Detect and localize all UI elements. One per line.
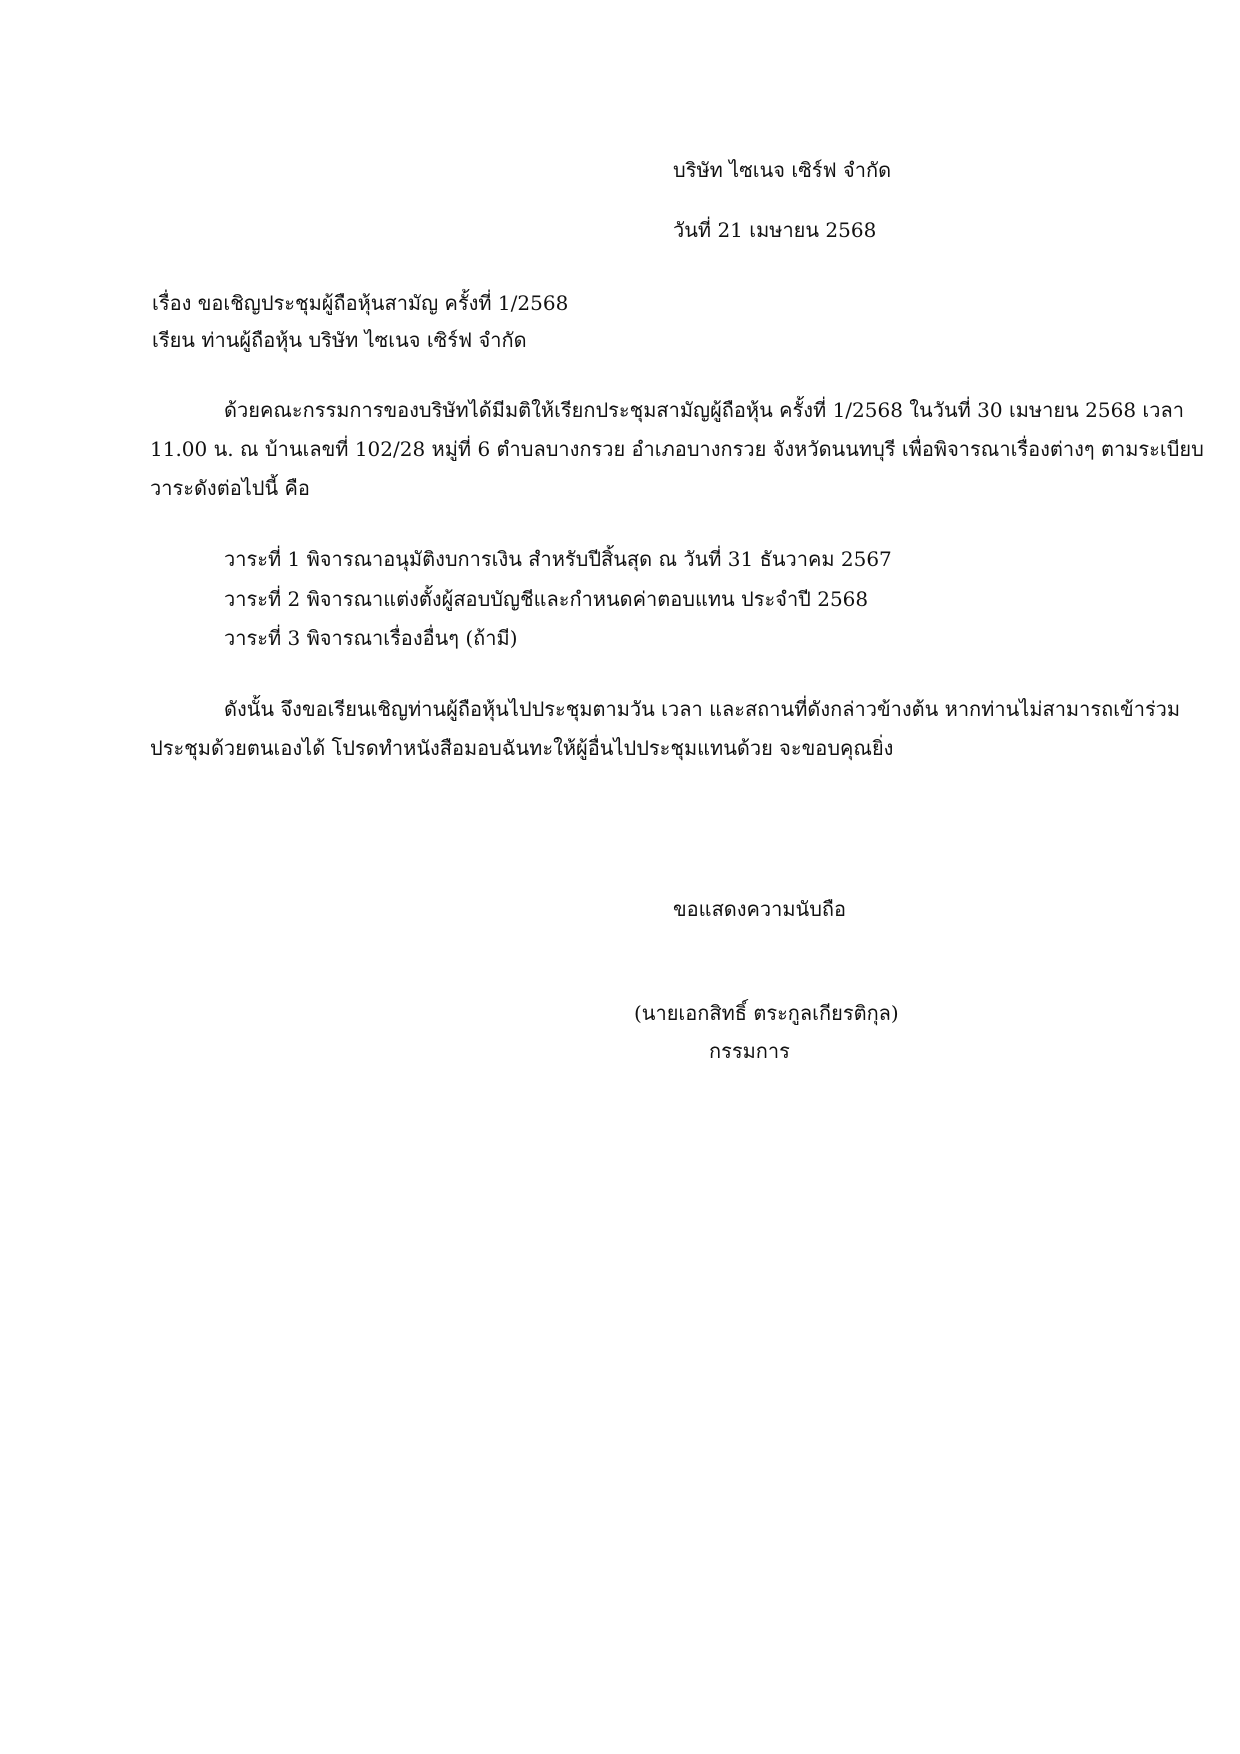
invitation-line: ดังนั้น จึงขอเรียนเชิญท่านผู้ถือหุ้นไปประชุมตามวัน เวลา และสถานที่ดังกล่าวข้างต้น หากท่านไม่สามารถเข้าร่วม [224,697,1181,721]
letter-date: วันที่ 21 เมษายน 2568 [673,218,877,242]
invitation-paragraph [150,690,1181,768]
company-name: บริษัท ไซเนจ เซิร์ฟ จำกัด [673,158,892,182]
intro-paragraph [150,391,1204,508]
closing-salutation: ขอแสดงความนับถือ [673,897,847,921]
intro-line: วาระดังต่อไปนี้ คือ [150,476,310,500]
intro-line: ด้วยคณะกรรมการของบริษัทได้มีมติให้เรียกประชุมสามัญผู้ถือหุ้น ครั้งที่ 1/2568 ในวันที่ 30 เมษายน 2568 เวลา [224,398,1184,422]
letter-subject: เรื่อง ขอเชิญประชุมผู้ถือหุ้นสามัญ ครั้งที่ 1/2568 [152,291,569,315]
agenda-item: วาระที่ 1 พิจารณาอนุมัติงบการเงิน สำหรับปีสิ้นสุด ณ วันที่ 31 ธันวาคม 2567 [224,547,892,571]
invitation-line: ประชุมด้วยตนเองได้ โปรดทำหนังสือมอบฉันทะให้ผู้อื่นไปประชุมแทนด้วย จะขอบคุณยิ่ง [150,736,894,760]
letter-recipient: เรียน ท่านผู้ถือหุ้น บริษัท ไซเนจ เซิร์ฟ จำกัด [152,328,527,352]
agenda-item: วาระที่ 2 พิจารณาแต่งตั้งผู้สอบบัญชีและกำหนดค่าตอบแทน ประจำปี 2568 [224,587,869,611]
intro-line: 11.00 น. ณ บ้านเลขที่ 102/28 หมู่ที่ 6 ตำบลบางกรวย อำเภอบางกรวย จังหวัดนนทบุรี เพื่อพิจารณาเรื่องต่างๆ ตามระเบียบ [150,437,1204,461]
signer-title: กรรมการ [709,1039,790,1063]
agenda-item: วาระที่ 3 พิจารณาเรื่องอื่นๆ (ถ้ามี) [224,626,518,650]
signer-name: (นายเอกสิทธิ์ ตระกูลเกียรติกุล) [634,1001,899,1025]
